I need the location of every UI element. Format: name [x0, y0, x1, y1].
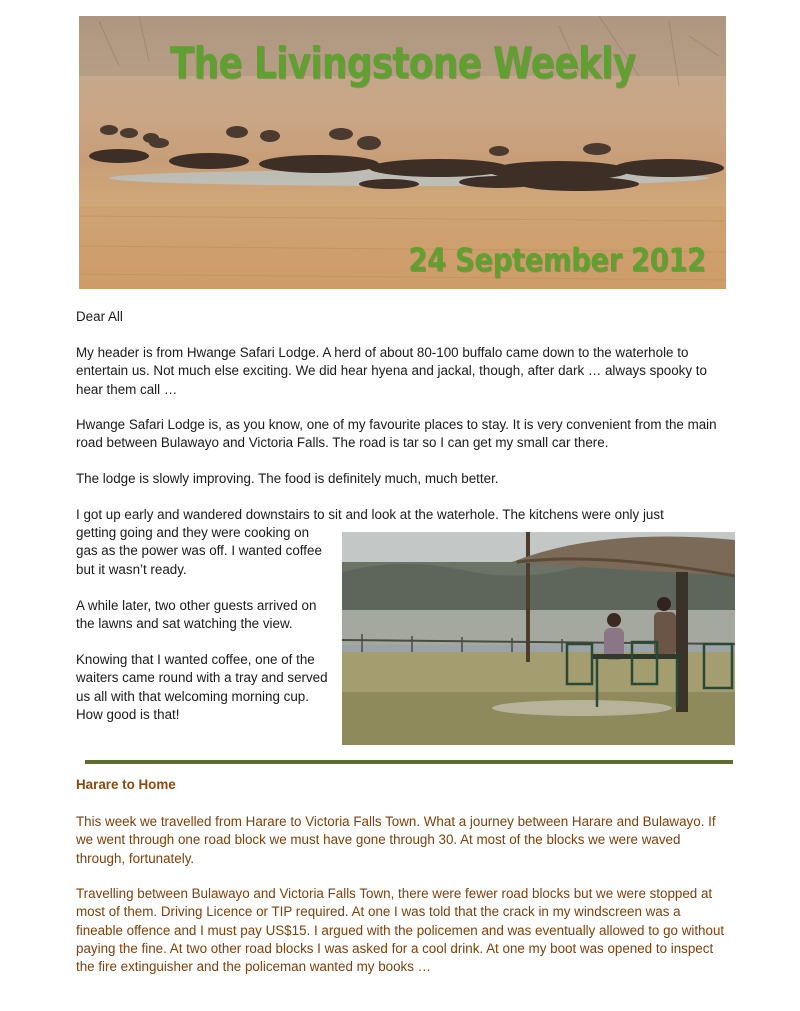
issue-date: 24 September 2012 [408, 241, 706, 279]
greeting: Dear All [76, 309, 123, 324]
section-heading: Harare to Home [76, 777, 176, 792]
paragraph-coffee-served: Knowing that I wanted coffee, one of the waiters came round with a tray and served us all with that welcoming morning cup. How good is that! [76, 652, 328, 722]
header-banner-image [79, 16, 726, 289]
paragraph-lodge-improving: The lodge is slowly improving. The food is definitely much, much better. [76, 471, 499, 486]
paragraph-other-guests: A while later, two other guests arrived on the lawns and sat watching the view. [76, 598, 317, 632]
paragraph-road-blocks: Travelling between Bulawayo and Victoria Falls Town, there were fewer road blocks but we were stopped at most of them. Driving Licence or TIP required. At one I was told that the crack in my windscreen was a fineable offence and I must pay US$15. I argued with the policemen and was eventually allowed to go without paying the fine. At two other road blocks I was asked for a cool drink. At one my boot was opened to inspect the fire extinguisher and the policeman wanted my books … [76, 886, 725, 975]
paragraph-header-explanation: My header is from Hwange Safari Lodge. A herd of about 80-100 buffalo came down to the waterhole to entertain us. Not much else exciting. We did hear hyena and jackal, though, after dark … always spooky to hear them call … [76, 345, 707, 397]
paragraph-lodge-favourite: Hwange Safari Lodge is, as you know, one of my favourite places to stay. It is very convenient from the main road between Bulawayo and Victoria Falls. The road is tar so I can get my small car there. [76, 417, 717, 451]
paragraph-early-morning: I got up early and wandered downstairs to sit and look at the waterhole. The kitchens were only just [76, 507, 664, 522]
lodge-terrace-photo [342, 532, 735, 745]
newsletter-title: The Livingstone Weekly [169, 38, 636, 89]
section-divider [85, 760, 733, 764]
paragraph-harare-journey: This week we travelled from Harare to Victoria Falls Town. What a journey between Harare and Bulawayo. If we went through one road block we must have gone through 30. At most of the blocks we were waved through, fortunately. [76, 814, 716, 866]
paragraph-kitchen-gas: getting going and they were cooking on gas as the power was off. I wanted coffee but it wasn’t ready. [76, 525, 322, 577]
